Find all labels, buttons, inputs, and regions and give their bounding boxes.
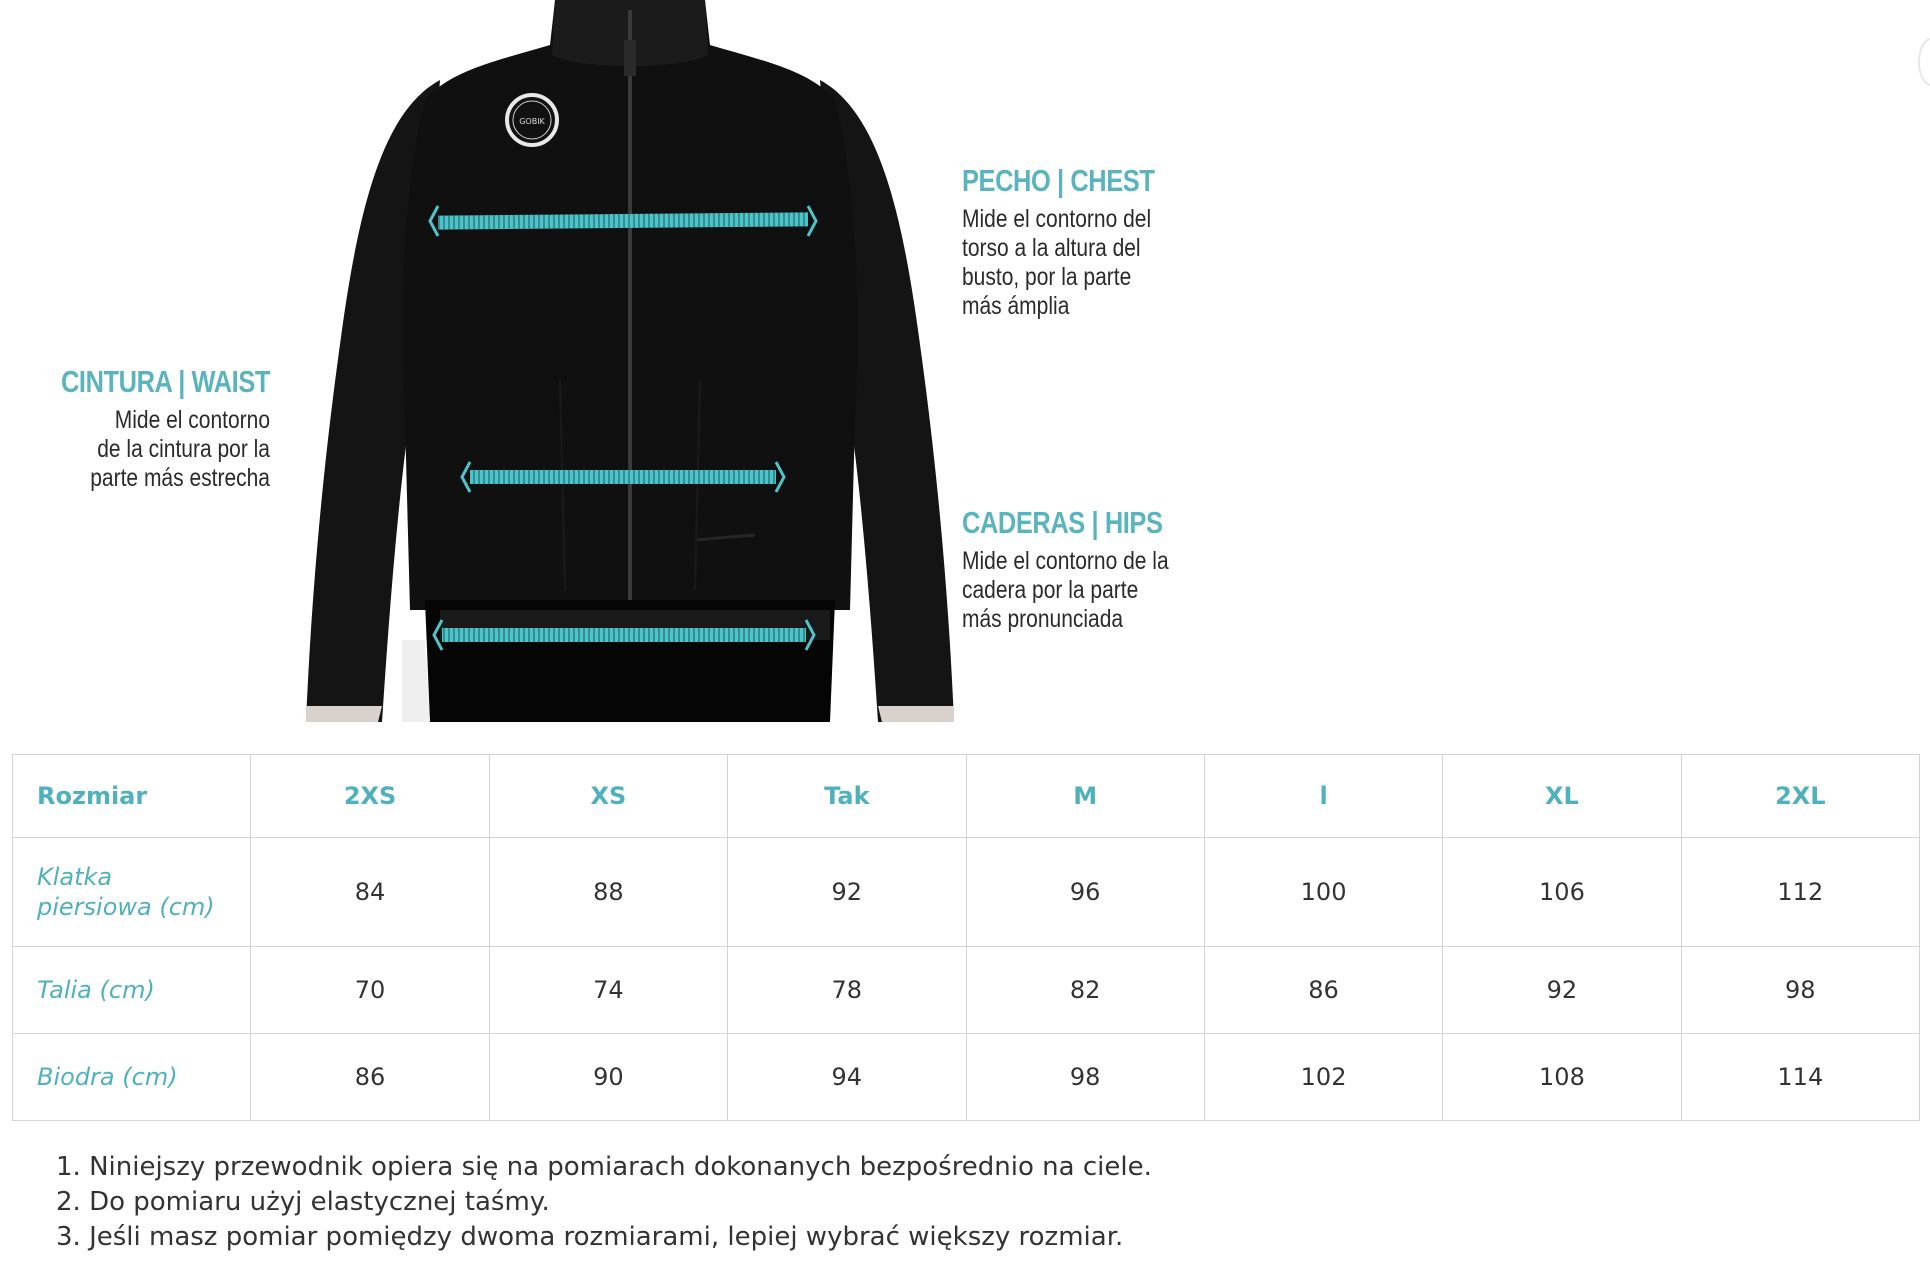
left-hand	[306, 706, 382, 722]
table-header-cell: Rozmiar	[13, 755, 251, 838]
table-header-cell: M	[966, 755, 1204, 838]
table-cell: 90	[489, 1034, 727, 1121]
row-label: Biodra (cm)	[13, 1034, 251, 1121]
row-label-line: Klatka	[37, 863, 113, 891]
table-cell: 82	[966, 947, 1204, 1034]
waist-description	[43, 406, 270, 493]
table-cell: 70	[251, 947, 489, 1034]
chest-description-line: busto, por la parte	[962, 263, 1132, 291]
table-cell: 88	[489, 838, 727, 947]
scroll-edge-handle	[1918, 38, 1930, 86]
table-cell: 96	[966, 838, 1204, 947]
row-label-line: piersiowa (cm)	[37, 893, 215, 921]
table-header-cell: XS	[489, 755, 727, 838]
table-header-cell: l	[1204, 755, 1442, 838]
chest-description-line: Mide el contorno del	[962, 205, 1152, 233]
note-item: 3. Jeśli masz pomiar pomiędzy dwoma rozmiarami, lepiej wybrać większy rozmiar.	[56, 1222, 1124, 1252]
table-cell: 98	[1681, 947, 1919, 1034]
row-label	[13, 838, 251, 947]
table-cell: 84	[251, 838, 489, 947]
table-cell: 98	[966, 1034, 1204, 1121]
table-cell: 78	[728, 947, 966, 1034]
table-cell: 102	[1204, 1034, 1442, 1121]
size-table	[12, 754, 1920, 1121]
chest-description-line: torso a la altura del	[962, 234, 1141, 262]
table-header-cell: Tak	[728, 755, 966, 838]
table-header-cell: XL	[1443, 755, 1681, 838]
hips-description-line: más pronunciada	[962, 605, 1124, 633]
table-cell: 92	[1443, 947, 1681, 1034]
table-cell: 94	[728, 1034, 966, 1121]
waist-description-line: de la cintura por la	[97, 435, 271, 463]
table-cell: 108	[1443, 1034, 1681, 1121]
table-cell: 114	[1681, 1034, 1919, 1121]
waist-description-line: Mide el contorno	[114, 406, 270, 434]
logo-text: GOBIK	[519, 117, 545, 126]
table-cell: 86	[251, 1034, 489, 1121]
chest-callout	[962, 163, 1197, 321]
note-item: 2. Do pomiaru użyj elastycznej taśmy.	[56, 1187, 550, 1217]
jacket-illustration	[290, 0, 970, 722]
waist-title: CINTURA | WAIST	[60, 364, 270, 399]
table-cell: 106	[1443, 838, 1681, 947]
notes-list	[56, 1150, 1152, 1255]
table-cell: 112	[1681, 838, 1919, 947]
table-cell: 86	[1204, 947, 1442, 1034]
waist-callout	[0, 364, 270, 493]
hips-description	[962, 547, 1169, 634]
hips-title: CADERAS | HIPS	[962, 505, 1163, 540]
right-hand	[878, 706, 954, 722]
waist-description-line: parte más estrecha	[90, 464, 270, 492]
table-row	[13, 1034, 1920, 1121]
table-cell: 74	[489, 947, 727, 1034]
table-cell: 100	[1204, 838, 1442, 947]
hips-description-line: cadera por la parte	[962, 576, 1139, 604]
table-row	[13, 947, 1920, 1034]
row-label: Talia (cm)	[13, 947, 251, 1034]
chest-description-line: más ámplia	[962, 292, 1070, 320]
table-header-cell: 2XL	[1681, 755, 1919, 838]
table-header-row	[13, 755, 1920, 838]
chest-title: PECHO | CHEST	[962, 163, 1155, 198]
table-cell: 92	[728, 838, 966, 947]
table-header-cell: 2XS	[251, 755, 489, 838]
table-row	[13, 838, 1920, 947]
hips-description-line: Mide el contorno de la	[962, 547, 1169, 575]
chest-description	[962, 205, 1159, 321]
hips-callout	[962, 505, 1208, 634]
note-item: 1. Niniejszy przewodnik opiera się na pomiarach dokonanych bezpośrednio na ciele.	[56, 1152, 1152, 1182]
